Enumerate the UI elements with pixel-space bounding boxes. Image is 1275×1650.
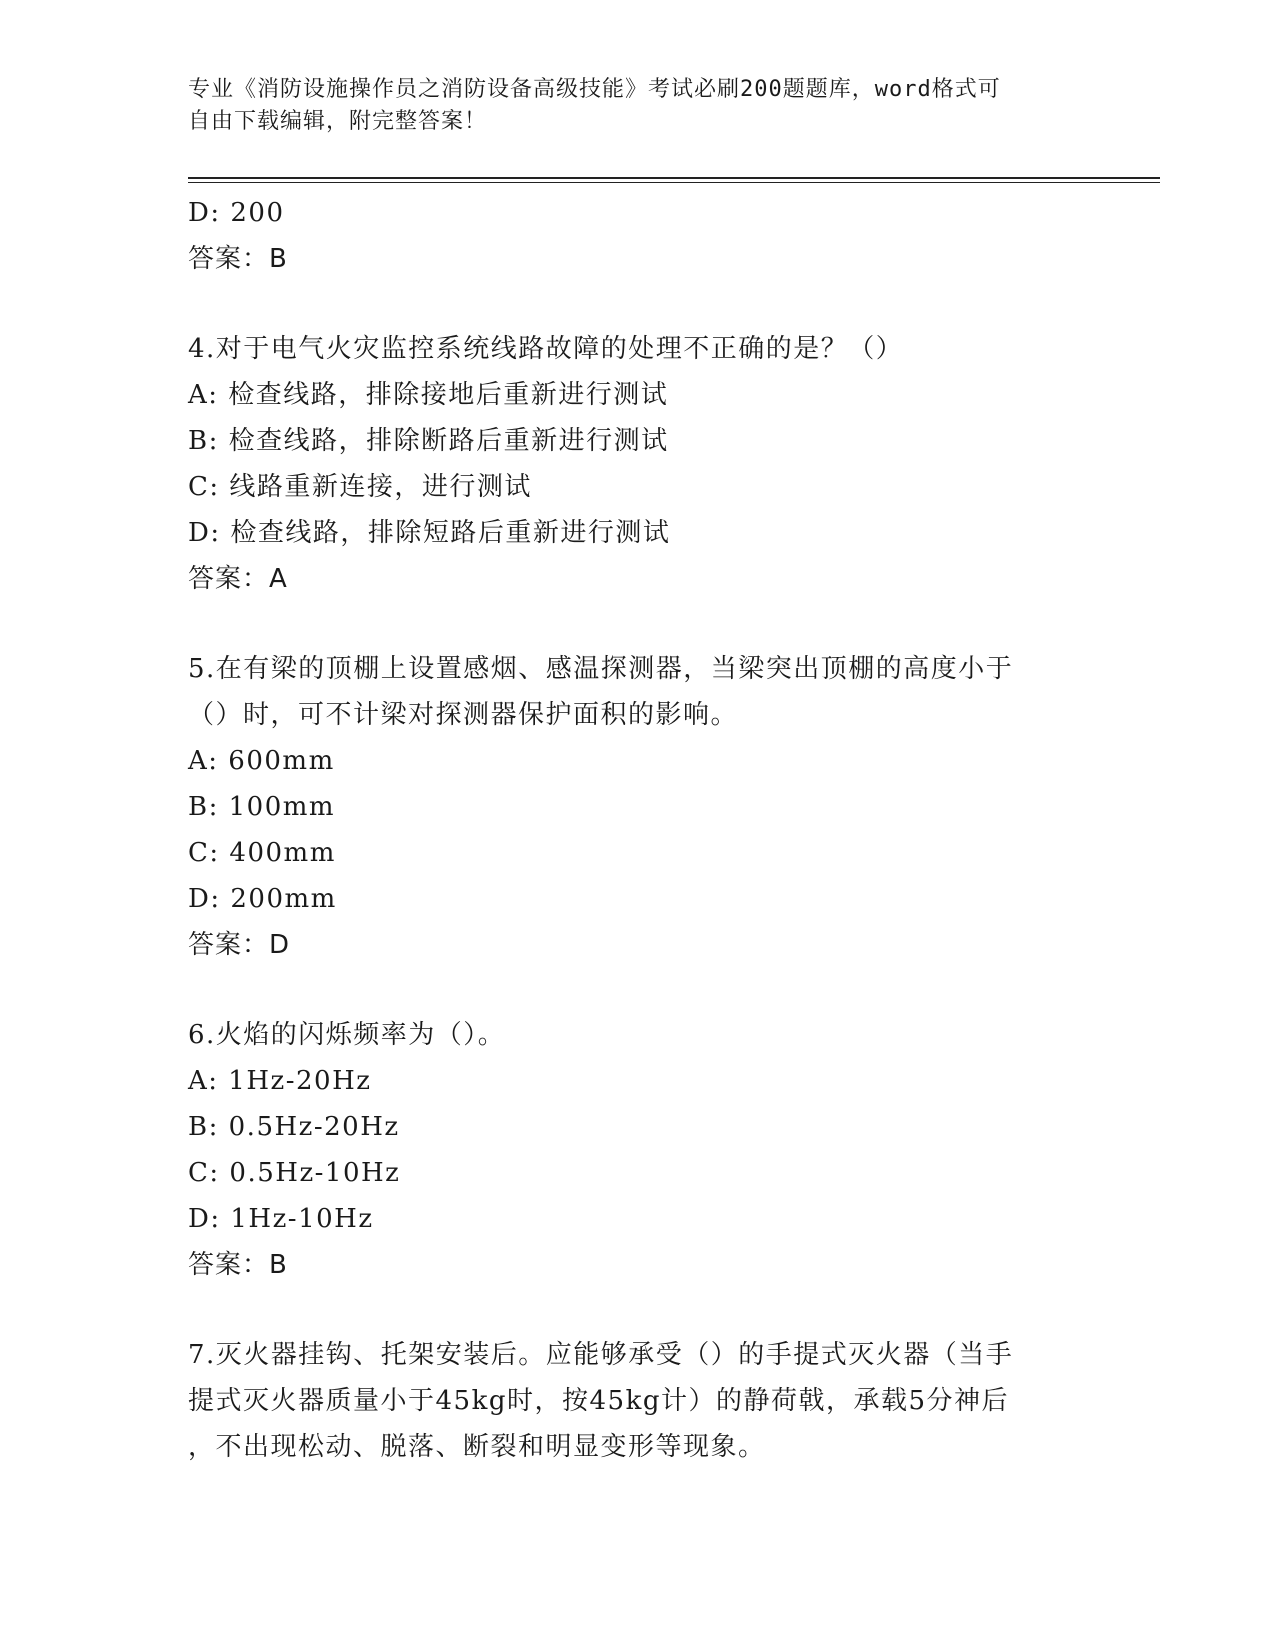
spacer — [188, 282, 1088, 326]
question-stem-line-2: （）时，可不计梁对探测器保护面积的影响。 — [188, 700, 739, 730]
question-6 — [188, 1012, 1088, 1288]
answer: 答案：B — [188, 1250, 288, 1280]
question-stem-line-1: 7.灭火器挂钩、托架安装后。应能够承受（）的手提式灭火器（当手 — [188, 1340, 1014, 1370]
answer: 答案：A — [188, 564, 288, 594]
header-rule-thick — [188, 177, 1160, 179]
question-3-tail — [188, 190, 1088, 282]
option-a: A: 检查线路，排除接地后重新进行测试 — [188, 380, 669, 410]
question-stem-line-2: 提式灭火器质量小于45kg时，按45kg计）的静荷戟，承载5分神后 — [188, 1386, 1010, 1416]
option-c: C: 400mm — [188, 838, 336, 868]
option-d: D: 检查线路，排除短路后重新进行测试 — [188, 518, 671, 548]
document-body — [188, 190, 1088, 1470]
option-b: B: 检查线路，排除断路后重新进行测试 — [188, 426, 669, 456]
question-stem: 6.火焰的闪烁频率为（）。 — [188, 1020, 506, 1050]
document-header — [188, 74, 1068, 138]
option-a: A: 600mm — [188, 746, 335, 776]
question-5 — [188, 646, 1088, 968]
option-b: B: 100mm — [188, 792, 336, 822]
option-c: C: 线路重新连接，进行测试 — [188, 472, 532, 502]
spacer — [188, 968, 1088, 1012]
header-line-2: 自由下载编辑，附完整答案！ — [188, 109, 488, 134]
question-stem: 4.对于电气火灾监控系统线路故障的处理不正确的是？（） — [188, 334, 904, 364]
question-stem-line-1: 5.在有梁的顶棚上设置感烟、感温探测器，当梁突出顶棚的高度小于 — [188, 654, 1014, 684]
option-d: D: 1Hz-10Hz — [188, 1204, 374, 1234]
answer: 答案：D — [188, 930, 291, 960]
header-rule-thin — [188, 182, 1160, 183]
option-d: D: 200 — [188, 198, 285, 228]
option-b: B: 0.5Hz-20Hz — [188, 1112, 400, 1142]
answer: 答案：B — [188, 244, 288, 274]
option-d: D: 200mm — [188, 884, 337, 914]
option-a: A: 1Hz-20Hz — [188, 1066, 372, 1096]
question-stem-line-3: ，不出现松动、脱落、断裂和明显变形等现象。 — [188, 1432, 766, 1462]
header-line-1: 专业《消防设施操作员之消防设备高级技能》考试必刷200题题库，word格式可 — [188, 77, 1001, 102]
spacer — [188, 1288, 1088, 1332]
question-4 — [188, 326, 1088, 602]
question-7 — [188, 1332, 1088, 1470]
option-c: C: 0.5Hz-10Hz — [188, 1158, 401, 1188]
spacer — [188, 602, 1088, 646]
